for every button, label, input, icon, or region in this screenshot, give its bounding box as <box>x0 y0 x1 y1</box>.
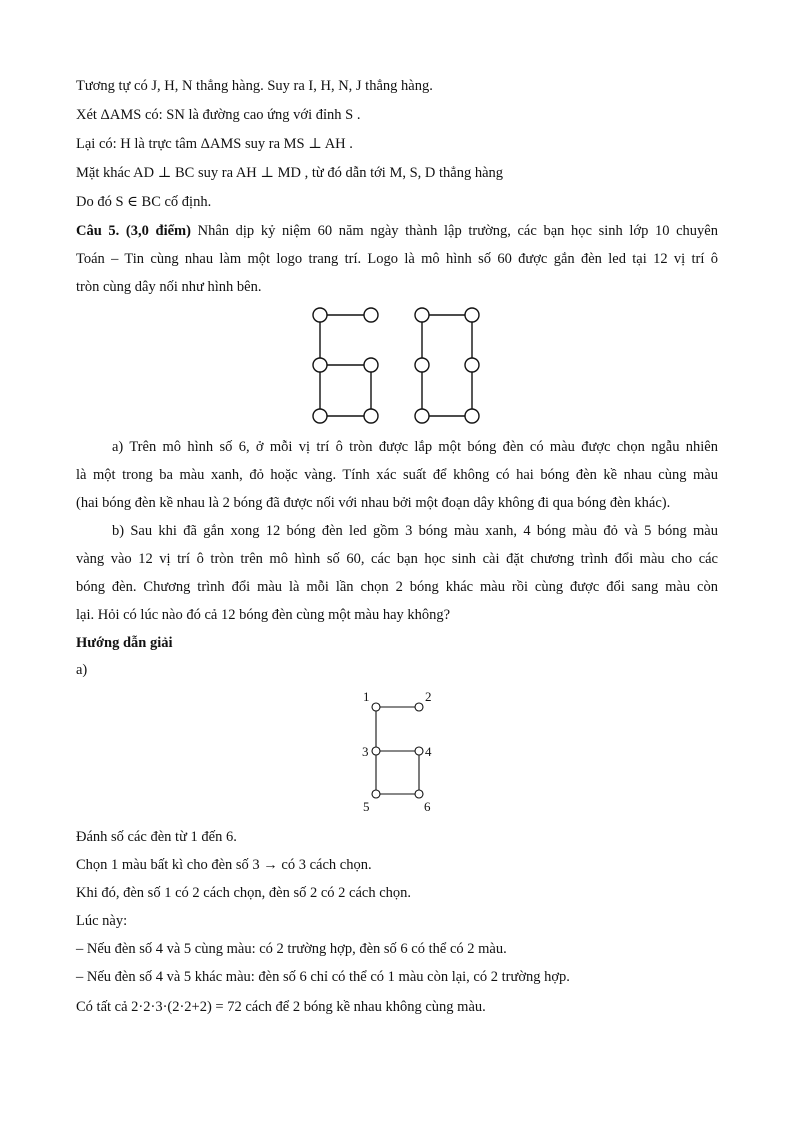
node-label-4: 4 <box>425 744 432 759</box>
solution-line-3: Khi đó, đèn số 1 có 2 cách chọn, đèn số 2 có 2 cách chọn. <box>76 885 412 901</box>
led-node <box>415 358 429 372</box>
led-node <box>372 703 380 711</box>
numbered-6-diagram <box>356 686 440 816</box>
led-node <box>465 409 479 423</box>
led-node <box>364 409 378 423</box>
led-node <box>313 409 327 423</box>
part-b-line-2: vàng vào 12 vị trí ô tròn trên mô hình số 60, các bạn học sinh cài đặt chương trình đổi màu cho các <box>76 551 718 567</box>
node-label-2: 2 <box>425 689 432 704</box>
solution-line-7: Có tất cả 2·2·3·(2·2+2) = 72 cách để 2 bóng kề nhau không cùng màu. <box>76 999 486 1015</box>
proof-line-1: Tương tự có J, H, N thẳng hàng. Suy ra I, H, N, J thẳng hàng. <box>76 78 433 94</box>
led-node <box>364 358 378 372</box>
led-node <box>415 409 429 423</box>
node-label-5: 5 <box>363 799 370 814</box>
node-label-1: 1 <box>363 689 370 704</box>
solution-heading: Hướng dẫn giải <box>76 635 173 651</box>
led-node <box>372 790 380 798</box>
proof-line-4: Mặt khác AD ⊥ BC suy ra AH ⊥ MD , từ đó dẫn tới M, S, D thẳng hàng <box>76 165 504 181</box>
node-label-6: 6 <box>424 799 431 814</box>
led-node <box>415 747 423 755</box>
question-label: Câu 5. (3,0 điểm) <box>76 223 191 239</box>
led-node <box>313 308 327 322</box>
led-node <box>372 747 380 755</box>
led-node <box>313 358 327 372</box>
solution-line-1: Đánh số các đèn từ 1 đến 6. <box>76 829 237 845</box>
node-label-3: 3 <box>362 744 369 759</box>
led-node <box>415 790 423 798</box>
led-node <box>415 703 423 711</box>
logo-60-diagram <box>306 300 492 430</box>
led-node <box>364 308 378 322</box>
solution-line-5: – Nếu đèn số 4 và 5 cùng màu: có 2 trường hợp, đèn số 6 có thể có 2 màu. <box>76 941 507 957</box>
question-intro-text: Nhân dịp kỷ niệm 60 năm ngày thành lập trường, các bạn học sinh lớp 10 chuyên <box>190 223 718 239</box>
proof-line-5: Do đó S ∈ BC cố định. <box>76 194 212 210</box>
part-a-line-3: (hai bóng đèn kề nhau là 2 bóng đã được nối với nhau bởi một đoạn dây không đi qua bóng đèn khác). <box>76 495 671 511</box>
part-b-line-3: bóng đèn. Chương trình đổi màu là mỗi lần chọn 2 bóng khác màu rồi cùng được đổi sang màu còn <box>76 579 718 595</box>
solution-part-a: a) <box>76 662 88 678</box>
part-a-line-1: a) Trên mô hình số 6, ở mỗi vị trí ô tròn được lắp một bóng đèn có màu được chọn ngẫu nhiên <box>112 439 718 455</box>
led-node <box>415 308 429 322</box>
question-intro-line-1 <box>76 222 718 240</box>
solution-line-2: Chọn 1 màu bất kì cho đèn số 3 → có 3 cách chọn. <box>76 857 372 873</box>
led-node <box>465 358 479 372</box>
proof-line-2: Xét ΔAMS có: SN là đường cao ứng với đỉnh S . <box>76 107 361 123</box>
solution-line-6: – Nếu đèn số 4 và 5 khác màu: đèn số 6 chỉ có thể có 1 màu còn lại, có 2 trường hợp. <box>76 969 570 985</box>
part-b-line-1: b) Sau khi đã gắn xong 12 bóng đèn led gồm 3 bóng màu xanh, 4 bóng màu đỏ và 5 bóng màu <box>112 523 718 539</box>
part-a-line-2: là một trong ba màu xanh, đỏ hoặc vàng. Tính xác suất để không có hai bóng đèn kề nhau cùng màu <box>76 467 718 483</box>
part-b-line-4: lại. Hỏi có lúc nào đó cả 12 bóng đèn cùng một màu hay không? <box>76 607 451 623</box>
proof-line-3: Lại có: H là trực tâm ΔAMS suy ra MS ⊥ AH . <box>76 136 353 152</box>
question-intro-line-2: Toán – Tin cùng nhau làm một logo trang trí. Logo là mô hình số 60 được gắn đèn led tại 12 vị trí ô <box>76 251 718 267</box>
question-intro-line-3: tròn cùng dây nối như hình bên. <box>76 279 262 295</box>
solution-line-4: Lúc này: <box>76 913 128 929</box>
led-node <box>465 308 479 322</box>
